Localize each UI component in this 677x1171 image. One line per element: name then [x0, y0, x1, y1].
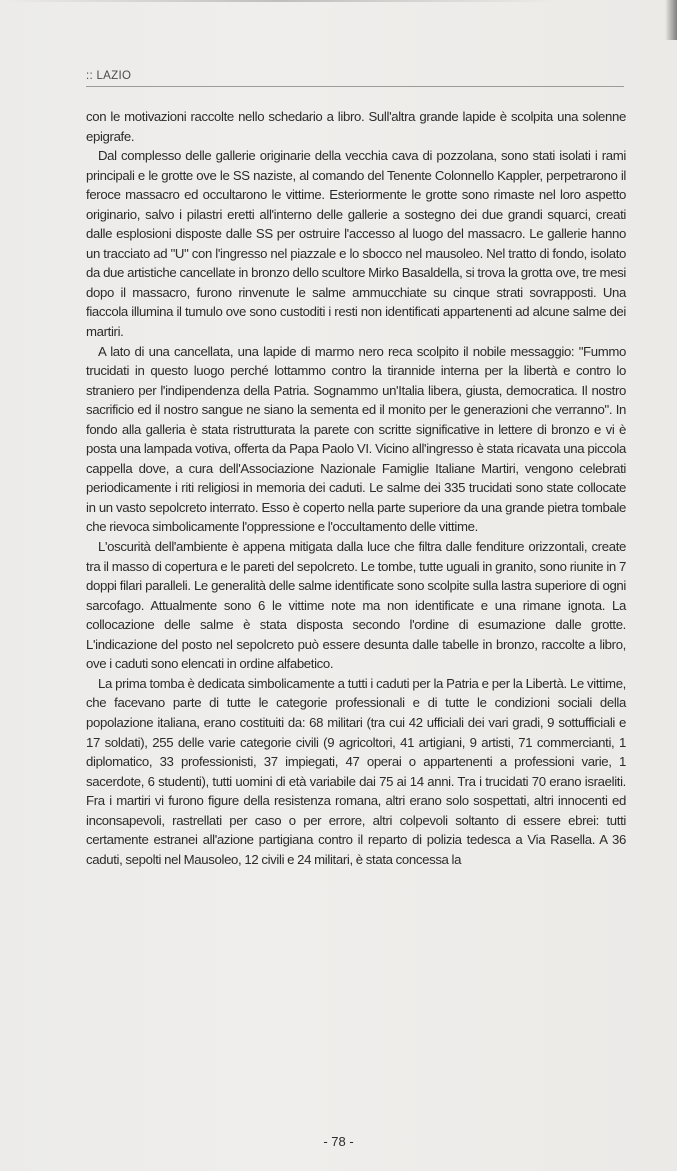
body-text [86, 107, 626, 869]
paragraph: A lato di una cancellata, una lapide di marmo nero reca scolpito il nobile messaggio: "Fummo trucidati in questo luogo perché lottammo contro la tirannide interna per la libertà e contro lo straniero per l'indipendenza della Patria. Sognammo un'Italia libera, giusta, democratica. Il nostro sacrificio ed il nostro sangue ne siano la sementa ed il monito per le generazioni che verranno". In fondo alla galleria è stata ristrutturata la parete con scritte significative in lettere di bronzo e vi è posta una lampada votiva, offerta da Papa Paolo VI. Vicino all'ingresso è stata ricavata una piccola cappella dove, a cura dell'Associazione Nazionale Famiglie Italiane Martiri, vengono celebrati periodicamente i riti religiosi in memoria dei caduti. Le salme dei 335 trucidati sono state collocate in un vasto sepolcreto interrato. Esso è coperto nella parte superiore da una grande pietra tombale che rievoca simbolicamente l'oppressione e l'occultamento delle vittime. [86, 343, 626, 535]
paragraph: Dal complesso delle gallerie originarie della vecchia cava di pozzolana, sono stati isolati i rami principali e le grotte ove le SS naziste, al comando del Tenente Colonnello Kappler, perpetrarono il feroce massacro ed occultarono le vittime. Esteriormente le grotte sono rimaste nel loro aspetto originario, salvo i pilastri eretti all'interno delle gallerie a sostegno dei due grandi squarci, creati dalle esplosioni disposte dalle SS per ostruire l'accesso al luogo del massacro. Le gallerie hanno un tracciato ad "U" con l'ingresso nel piazzale e lo sbocco nel mausoleo. Nel tratto di fondo, isolato da due artistiche cancellate in bronzo dello scultore Mirko Basaldella, si trova la grotta ove, tre mesi dopo il massacro, furono rinvenute le salme ammucchiate su cinque strati sovrapposti. Una fiaccola illumina il tumulo ove sono custoditi i resti non identificati appartenenti ad alcune salme dei martiri. [86, 148, 626, 340]
paragraph: con le motivazioni raccolte nello schedario a libro. Sull'altra grande lapide è scolpita una solenne epigrafe. [86, 109, 626, 144]
page-top-edge [0, 0, 560, 2]
paragraph: La prima tomba è dedicata simbolicamente a tutti i caduti per la Patria e per la Libertà. Le vittime, che facevano parte di tutte le categorie professionali e di tutte le condizioni sociali della popolazione italiana, erano costituiti da: 68 militari (tra cui 42 ufficiali dei vari gradi, 9 sottufficiali e 17 soldati), 255 delle varie categorie civili (9 agricoltori, 41 artigiani, 9 artisti, 71 commercianti, 1 diplomatico, 33 professionisti, 37 impiegati, 47 operai o appartenenti a professioni varie, 1 sacerdote, 6 studenti), tutti uomini di età variabile dai 75 ai 14 anni. Tra i trucidati 70 erano israeliti. Fra i martiri vi furono figure della resistenza romana, altri erano solo sospettati, altri innocenti ed inconsapevoli, rastrellati per caso o per errore, altri colpevoli soltanto di essere ebrei: tutti certamente estranei all'azione partigiana contro il reparto di polizia tedesca a Via Rasella. A 36 caduti, sepolti nel Mausoleo, 12 civili e 24 militari, è stata concessa la [86, 675, 626, 867]
page-corner-shadow [665, 0, 677, 40]
paragraph: L'oscurità dell'ambiente è appena mitigata dalla luce che filtra dalle fenditure orizzontali, create tra il masso di copertura e le pareti del sepolcreto. Le tombe, tutte uguali in granito, sono riunite in 7 doppi filari paralleli. Le generalità delle salme identificate sono scolpite sulla lastra superiore di ogni sarcofago. Attualmente sono 6 le vittime note ma non identificate e una rimane ignota. La collocazione delle salme è stata disposta secondo l'ordine di esumazione dalle grotte. L'indicazione del posto nel sepolcreto può essere desunta dalle tabelle in bronzo, raccolte a libro, ove i caduti sono elencati in ordine alfabetico. [86, 539, 626, 672]
section-label: :: LAZIO [86, 70, 132, 82]
running-header [86, 66, 624, 87]
page-number: - 78 - [323, 1134, 354, 1149]
